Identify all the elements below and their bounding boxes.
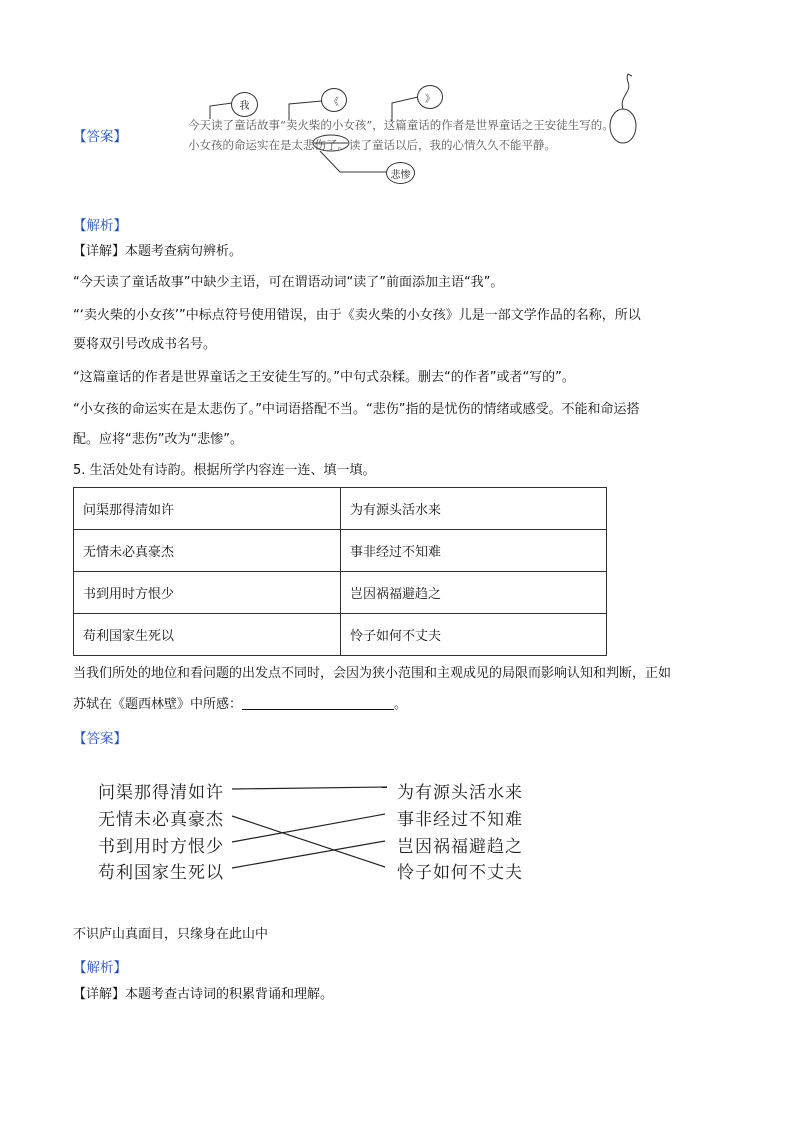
match-line-3	[232, 814, 385, 842]
answer-label: 【答案】	[73, 731, 127, 747]
match-line-2	[232, 816, 385, 867]
bubble-left-bookmark: 《	[321, 88, 347, 112]
table-cell-right: 怜子如何不丈夫	[341, 614, 607, 656]
answer-right-line-3: 岂因祸福避趋之	[397, 837, 523, 857]
answer-left-line-4: 苟利国家生死以	[98, 863, 224, 883]
detail-heading: 【详解】本题考查病句辨析。	[73, 244, 243, 259]
table-cell-left: 无情未必真豪杰	[74, 530, 341, 572]
analysis-paragraph-4a: “小女孩的命运实在是太悲伤了。”中词语搭配不当。“悲伤”指的是忧伤的情绪或感受。不能和命运搭	[73, 402, 640, 417]
table-cell-left: 书到用时方恨少	[74, 572, 341, 614]
table-cell-left: 苟利国家生死以	[74, 614, 341, 656]
answer-left-line-1: 问渠那得清如许	[98, 783, 224, 803]
answer-sentence-2: 小女孩的命运实在是太悲伤了。读了童话以后，我的心情久久不能平静。	[188, 138, 556, 152]
fill-in-prefix: 苏轼在《题西林壁》中所感：	[73, 697, 243, 712]
answer-right-line-1: 为有源头活水来	[397, 783, 523, 803]
table-cell-left: 问渠那得清如许	[74, 488, 341, 530]
table-cell-right: 岂因祸福避趋之	[341, 572, 607, 614]
answer-left-line-3: 书到用时方恨少	[98, 837, 224, 857]
analysis-paragraph-3: “这篇童话的作者是世界童话之王安徒生写的。”中句式杂糅。删去“的作者”或者“写的”。	[73, 370, 575, 385]
bubble-beican: 悲惨	[386, 162, 415, 184]
analysis-paragraph-1: “今天读了童话故事”中缺少主语，可在谓语动词“读了”前面添加主语“我”。	[73, 275, 504, 290]
table-cell-right: 事非经过不知难	[341, 530, 607, 572]
question-5-stem: 5. 生活处处有诗韵。根据所学内容连一连、填一填。	[73, 463, 376, 478]
answer-right-line-2: 事非经过不知难	[397, 810, 523, 830]
match-line-4	[232, 841, 385, 868]
match-line-1	[232, 787, 387, 789]
analysis-label: 【解析】	[73, 218, 127, 234]
fill-in-suffix: 。	[394, 697, 408, 712]
analysis-label: 【解析】	[73, 960, 127, 976]
analysis-paragraph-2a: “‘卖火柴的小女孩’”中标点符号使用错误，由于《卖火柴的小女孩》儿是一部文学作品的名称，所以	[73, 308, 641, 323]
analysis-paragraph-4b: 配。应将“悲伤”改为“悲惨”。	[73, 432, 243, 447]
answer-label: 【答案】	[73, 129, 127, 145]
fill-in-sentence-a: 当我们所处的地位和看问题的出发点不同时，会因为狭小范围和主观成见的局限而影响认知和判断，正如	[73, 666, 672, 681]
table-cell-right: 为有源头活水来	[341, 488, 607, 530]
answer-left-line-2: 无情未必真豪杰	[98, 810, 224, 830]
bubble-wo: 我	[231, 92, 258, 117]
detail-heading: 【详解】本题考查古诗词的积累背诵和理解。	[73, 987, 334, 1002]
analysis-paragraph-2b: 要将双引号改成书名号。	[73, 337, 217, 352]
answer-sentence-1: 今天读了童话故事“卖火柴的小女孩”，这篇童话的作者是世界童话之王安徒生写的。	[188, 118, 614, 132]
answer-right-line-4: 怜子如何不丈夫	[397, 863, 523, 883]
fill-in-answer: 不识庐山真面目，只缘身在此山中	[73, 927, 269, 942]
bubble-right-bookmark: 》	[417, 85, 443, 109]
